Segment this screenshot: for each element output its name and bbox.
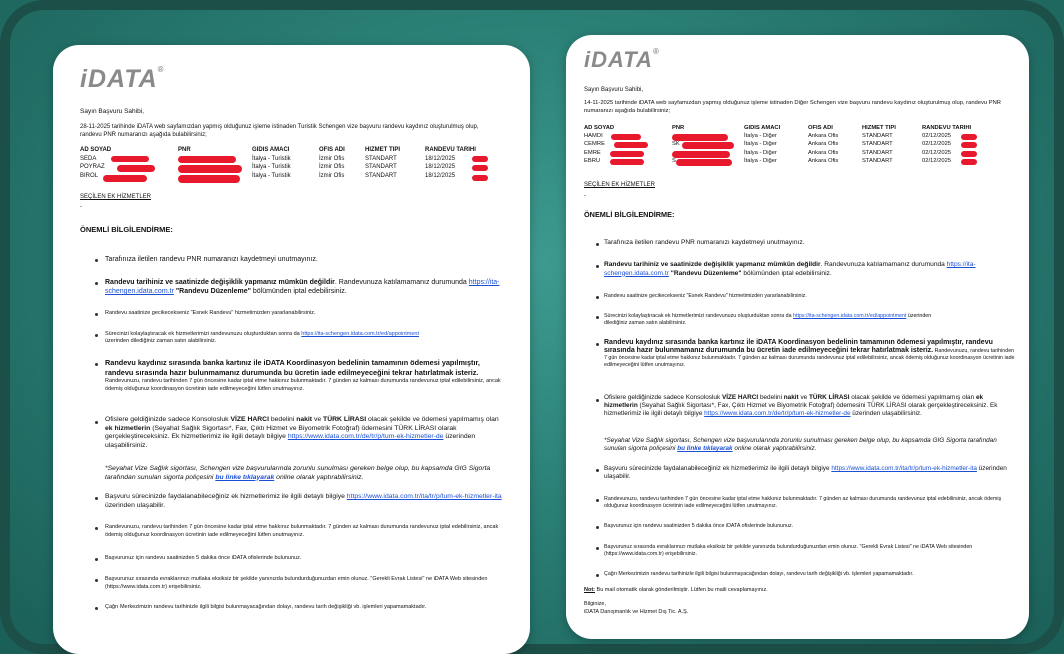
item-text: Ofislere geldiğinizde sadece Konsolosluk [604,394,721,401]
notice-item: Başvurunuz sırasında evraklarınızı mutlaka eksiksiz bir şekilde yanınızda bulundurduğunuzdan emin olunuz. "Gerekli Evrak Listesi" ne iDATA Web sitesinden (https://www.idata.com.tr) erişebilirsiniz. [105,576,488,590]
redaction-mark [178,165,242,173]
signature-line-1: Bilginize, [584,601,607,607]
bullet [95,558,98,561]
item-text: üzerinden dilediğiniz zaman satın alabilirsiniz. [604,313,932,326]
item-text: Sürecinizi kolaylaştıracak ek hizmetlerimizi randevunuzu oluşturduktan sonra da [105,331,300,337]
cell-date: 02/12/2025 [922,157,952,164]
redaction-mark [178,156,236,163]
col-header: GIDIS AMACI [252,147,290,153]
notice-item: Tarafınıza iletilen randevu PNR numaranızı kaydetmeyi unutmayınız. [604,239,805,246]
col-header: PNR [178,147,191,153]
redaction-mark [961,151,977,157]
cell-name: EBRU [584,157,601,164]
cell-service: STANDART [862,157,893,164]
item-text: bölümünden iptal edebilirsiniz. [743,269,832,277]
item-text: (Seyahat Sağlık Sigortası*, Fax, Çıktı Hizmet ve Biyometrik Fotoğraf) ödemesini TÜRK LİRASI olarak gerçekleştireceksiniz. Ek hizmetlerimiz ile ilgili detaylı bilgiye [105,424,457,440]
redaction-mark [111,156,149,162]
bullet [596,547,599,550]
cell-purpose: İtalya - Diğer [744,157,777,164]
redaction-mark [472,156,488,162]
table-row [584,157,1004,165]
redaction-mark [672,134,728,141]
bullet [95,497,98,500]
insurance-link[interactable]: bu linke tıklayarak [215,473,275,481]
item-bold-text: ek hizmetlerin [604,394,984,410]
item-text: *Seyahat Vize Sağlık sigortası, Schengen vize başvurularında zorunlu sunulması gereken belge olup, bu kapsamda GIG Sigorta tarafından sunulan sigorta poliçesini [604,437,997,453]
item-text: ve [800,394,808,401]
redaction-mark [472,165,488,171]
cell-office: Ankara Ofis [808,141,839,148]
item-text: Başvuru sürecinizde faydalanabileceğiniz ek hizmetlerimiz ile ilgili detaylı bilgiye [604,465,830,472]
col-header: AD SOYAD [584,125,615,131]
cell-name: EMRE [584,149,601,156]
notice-item [105,278,505,296]
appointment-link[interactable]: https://ita-schengen.idata.com.tr/ed/appointment [301,331,419,337]
notice-item [604,465,1014,481]
item-bold-text: ek hizmetlerin [105,424,151,432]
signature-line-2: iDATA Danışmanlık ve Hizmet Dış Tic. A.Ş. [584,609,689,615]
extra-services-value: - [80,204,82,210]
cell-name: CEMRE [584,141,605,148]
col-header: AD SOYAD [80,147,112,153]
item-text: Randevunuzu, randevu tarihinden 7 gün öncesine kadar iptal etme hakkınız bulunmaktadır. 7 günden az kalması durumunda randevunuz iptal edilebilirsiniz, ancak ödemiş olduğunuz koordinasyon ücretinin iade edilmeyeceğini lütfen unutmayınız. [105,378,501,392]
item-text: üzerinden ulaşabilirsiniz. [105,433,476,449]
cell-purpose: İtalya - Diğer [744,149,777,156]
bullet [95,363,98,366]
item-bold-text: nakit [296,416,313,423]
cell-service: STANDART [365,155,397,162]
item-text: *Seyahat Vize Sağlık sigortası, Schengen vize başvurularında zorunlu sunulması gereken belge olup, bu kapsamda GIG Sigorta tarafından sunulan sigorta poliçesini [105,465,491,481]
ita-schengen-link[interactable]: https://ita-schengen.idata.com.tr [105,279,500,295]
col-header: HIZMET TIPI [862,125,896,131]
item-text: Başvuru sürecinizde faydalanabileceğiniz ek hizmetlerimiz ile ilgili detaylı bilgiye [105,493,345,500]
cell-office: İzmir Ofis [319,155,345,162]
item-text: bedelini [270,416,295,423]
de-services-link[interactable]: https://www.idata.com.tr/de/tr/p/tum-ek-hizmetler-de [704,410,851,418]
cell-service: STANDART [862,141,893,148]
notice-item [105,359,510,393]
bullet [95,607,98,610]
bullet [95,259,98,262]
cell-pnr: S [672,157,676,164]
col-header: GIDIS AMACI [744,125,781,131]
redaction-mark [610,159,644,165]
item-text: üzerinden ulaşabilir. [105,501,166,509]
bullet [596,265,599,268]
bullet [596,469,599,472]
cell-date: 18/12/2025 [425,172,456,179]
ita-services-link[interactable]: https://www.idata.com.tr/ita/tr/p/tum-ek-hizmetler-ita [346,493,502,500]
redaction-mark [961,134,977,140]
item-bold-text: "Randevu Düzenleme" [670,269,742,277]
cell-service: STANDART [365,164,397,170]
note-label: Not: [584,587,595,593]
cell-name: HAMDI [584,133,603,140]
notice-item [604,394,1014,419]
notice-item [604,313,934,327]
redaction-mark [676,159,732,166]
bullet [596,574,599,577]
item-text: olacak şekilde ve ödemesi yapılmamış olan [851,394,975,401]
bullet [95,579,98,582]
notice-item: Tarafınıza iletilen randevu PNR numaranızı kaydetmeyi unutmayınız. [105,256,318,263]
redaction-mark [682,142,734,149]
notice-item: Randevunuzu, randevu tarihinden 7 gün öncesine kadar iptal etme hakkınız bulunmaktadır. 7 günden az kalması durumunda randevunuz iptal edebilirsiniz, ancak ödemiş olduğunuz koordinasyon ücretinin iade edilmeyeceğini lütfen unutmayınız. [604,496,1002,509]
notice-item: Randevunuzu, randevu tarihinden 7 gün öncesine kadar iptal etme hakkınız bulunmaktadır. 7 günden az kalması durumunda randevunuz iptal edebilirsiniz, ancak ödemiş olduğunuz koordinasyon ücretinin iade edilmeyeceğini lütfen unutmayınız. [105,524,499,538]
notice-item: Çağrı Merkezimizin randevu tarihinizle ilgili bilgisi bulunmayacağından dolayı, randevu tarih değişikliği vb. işlemleri yapamamaktadır. [604,571,914,577]
bullet [596,296,599,299]
item-text: Ofislere geldiğinizde sadece Konsolosluk [105,416,229,423]
greeting: Sayın Başvuru Sahibi, [80,108,144,115]
idata-logo: iDATA® [80,65,165,93]
bullet [596,526,599,529]
redaction-mark [672,151,730,158]
item-text: . Randevunuza katılamamanız durumunda [820,261,945,268]
bullet [95,421,98,424]
col-header: OFIS ADI [319,147,345,153]
redaction-mark [961,142,977,148]
cell-date: 18/12/2025 [425,155,456,162]
redaction-mark [472,175,488,181]
item-text: olacak şekilde ve ödemesi yapılmamış olan [367,416,499,423]
item-text: Sürecinizi kolaylaştıracak ek hizmetlerimizi randevunuzu oluşturduktan sonra da [604,313,792,319]
bullet [596,316,599,319]
intro-text: 28-11-2025 tarihinde iDATA web sayfamızdan yapmış olduğunuz işleme istinaden Turistik Schengen vize başvuru randevu kaydınız oluşturulmuş olup, randevu PNR numaranızı aşağıda bulabilirsiniz; [80,124,479,138]
cell-date: 02/12/2025 [922,149,952,156]
bullet [95,527,98,530]
redaction-mark [117,165,155,172]
notice-item: Randevu saatinize gecikecekseniz "Esnek Randevu" hizmetimizden yararlanabilirsiniz. [105,310,316,316]
redaction-mark [961,159,977,165]
item-text: . Randevunuza katılamamanız durumunda [334,279,467,286]
ita-schengen-link[interactable]: https://ita-schengen.idata.com.tr [604,261,976,277]
notice-item: Başvurunuz için randevu saatinizden 5 dakika önce iDATA ofislerinde bulununuz. [105,555,302,561]
bullet [596,243,599,246]
cell-purpose: İtalya - Turistik [252,172,291,179]
notice-item [604,261,1014,278]
redaction-mark [610,151,644,157]
col-header: RANDEVU TARIHI [425,147,476,153]
auto-mail-note [584,587,768,593]
ita-services-link[interactable]: https://www.idata.com.tr/ita/tr/p/tum-ek-hizmetler-ita [831,465,977,472]
idata-logo: iDATA® [584,47,660,72]
item-bold-text: Randevu kaydınız sırasında banka kartınız ile iDATA Koordinasyon bedelinin tamamının ödemesi yapılmıştır, randevu sırasında hazır bulunmamanız durumunda bu ücretin iade edilmeyeceğini tekrar hatırlatmak isteriz. [604,339,993,354]
notice-item: Randevu saatinize gecikecekseniz "Esnek Randevu" hizmetimizden yararlanabilirsiniz. [604,293,807,299]
cell-date: 02/12/2025 [922,133,952,140]
redaction-mark [178,175,240,183]
item-text: online olarak yaptırabilirsiniz. [734,445,817,453]
item-text: bedelini [759,394,782,401]
cell-service: STANDART [862,133,893,140]
notice-item [604,339,1016,369]
table-header-row [80,146,495,155]
cell-office: İzmir Ofis [319,172,345,179]
item-bold-text: TÜRK LİRASI [323,416,367,423]
item-text: üzerinden dilediğiniz zaman satın alabilirsiniz. [105,338,217,344]
notice-item [105,416,505,450]
bullet [95,282,98,285]
col-header: RANDEVU TARIHI [922,125,972,131]
table-header-row [584,124,1004,132]
cell-purpose: İtalya - Diğer [744,133,777,140]
notice-item: Başvurunuz sırasında evraklarınızı mutlaka eksiksiz bir şekilde yanınızda bulundurduğunuzdan emin olunuz. "Gerekli Evrak Listesi" ne iDATA Web sitesinden (https://www.idata.com.tr) erişebilirsiniz. [604,544,973,557]
note-text: Bu mail otomatik olarak gönderilmiştir. Lütfen bu maili cevaplamayınız. [596,587,768,593]
cell-name: SEDA [80,155,97,162]
col-header: HIZMET TIPI [365,147,400,153]
de-services-link[interactable]: https://www.idata.com.tr/de/tr/p/tum-ek-hizmetler-de [287,433,444,440]
col-header: PNR [672,125,685,131]
notice-item [105,331,425,345]
right-email-screenshot [566,35,1029,639]
cell-office: Ankara Ofis [808,133,839,140]
notice-title: ÖNEMLİ BİLGİLENDİRME: [80,225,173,234]
item-text: ve [313,416,322,423]
cell-office: Ankara Ofis [808,157,839,164]
cell-purpose: İtalya - Diğer [744,141,777,148]
appointment-link[interactable]: https://ita-schengen.idata.com.tr/ed/appointment [793,313,907,319]
cell-office: Ankara Ofis [808,149,839,156]
cell-purpose: İtalya - Turistik [252,164,291,170]
bullet [95,313,98,316]
cell-office: İzmir Ofis [319,164,345,170]
item-bold-text: Randevu kaydınız sırasında banka kartınız ile iDATA Koordinasyon bedelinin tamamının ödemesi yapılmıştır, randevu sırasında hazır bulunmamanız durumunda bu ücretin iade edilmeyeceğini tekrar hatırlatmak isteriz. [105,358,480,377]
item-text: (Seyahat Sağlık Sigortası*, Fax, Çıktı Hizmet ve Biyometrik Fotoğraf) ödemesini TÜRK LİRASI olarak gerçekleştireceksiniz. Ek hizmetlerimiz ile ilgili detaylı bilgiye [604,402,998,418]
cell-pnr: SK [672,141,680,148]
cell-date: 02/12/2025 [922,141,952,148]
extra-services-value: - [584,193,586,199]
redaction-mark [611,134,641,140]
item-text: üzerinden ulaşabilirsiniz. [852,410,922,418]
item-bold-text: Randevu tarihiniz ve saatinizde değişiklik yapmanız mümkün değildir [604,261,821,268]
intro-text: 14-11-2025 tarihinde iDATA web sayfamızdan yapmış olduğunuz işleme istinaden Diğer Schengen vize başvuru randevu kaydınız oluşturulmuş olup, randevu PNR numaranızı aşağıda bulabilirsiniz; [584,100,1001,114]
bullet [95,334,98,337]
item-text: üzerinden ulaşabilir. [604,465,1007,481]
table-row [584,149,1004,157]
cell-service: STANDART [862,149,893,156]
item-bold-text: "Randevu Düzenleme" [175,288,251,295]
insurance-link[interactable]: bu linke tıklayarak [677,445,733,453]
cell-name: POYRAZ [80,164,105,170]
bullet [596,499,599,502]
extra-services-heading: SEÇİLEN EK HİZMETLER [584,182,656,188]
item-bold-text: Randevu tarihiniz ve saatinizde değişiklik yapmanız mümkün değildir [105,279,335,286]
extra-services-heading: SEÇİLEN EK HİZMETLER [80,194,152,200]
item-bold-text: nakit [783,394,799,401]
item-bold-text: TÜRK LİRASI [809,394,850,401]
col-header: OFIS ADI [808,125,833,131]
item-text: bölümünden iptal edebilirsiniz. [252,288,347,295]
redaction-mark [614,142,648,148]
cell-purpose: İtalya - Turistik [252,155,291,162]
bullet [596,399,599,402]
item-bold-text: VİZE HARCI [230,416,269,423]
item-text: online olarak yaptırabilirsiniz. [276,473,364,481]
notice-item: Çağrı Merkezimizin randevu tarihinizle ilgili bilgisi bulunmayacağından dolayı, randevu tarih değişikliği vb. işlemleri yapamamaktadır. [105,604,427,610]
notice-title: ÖNEMLİ BİLGİLENDİRME: [584,210,675,219]
item-text: Randevunuzu, randevu tarihinden 7 gün öncesine kadar iptal etme hakkınız bulunmaktadır. 7 günden az kalması durumunda randevunuz iptal edilebilirsiniz, ancak ödemiş olduğunuz koordinasyon ücretinin iade edilmeyeceğini lütfen unutmayınız. [604,348,1015,368]
greeting: Sayın Başvuru Sahibi, [584,87,644,93]
left-email-screenshot [53,45,530,654]
item-bold-text: VİZE HARCI [721,394,759,401]
insurance-note [604,437,1014,453]
cell-date: 18/12/2025 [425,164,456,170]
insurance-note [105,465,505,482]
table-row [584,132,1004,140]
notice-item: Başvurunuz için randevu saatinizden 5 dakika önce iDATA ofislerinde bulununuz. [604,523,794,529]
cell-service: STANDART [365,172,397,179]
cell-name: BIROL [80,172,99,179]
notice-item [105,493,505,510]
redaction-mark [103,175,147,182]
bullet [596,343,599,346]
